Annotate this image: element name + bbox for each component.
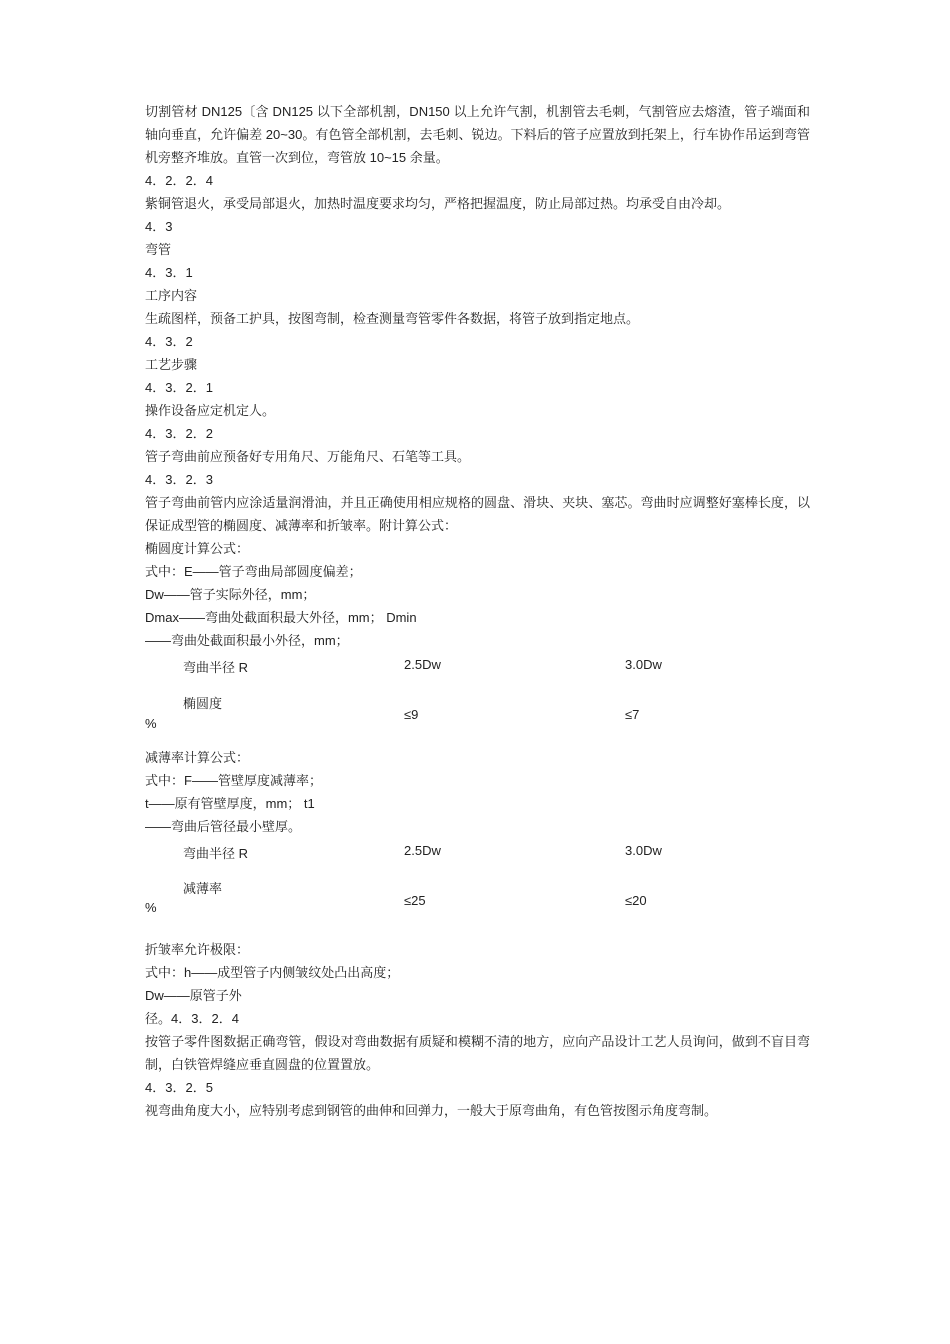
thinning-table-header-25dw: 2.5Dw — [404, 843, 441, 858]
section-number-43: 4．3 — [145, 219, 173, 234]
thinning-table-row-unit: % — [145, 900, 157, 915]
thinning-table-value-30dw: ≤20 — [625, 893, 647, 908]
thinning-table — [145, 838, 810, 938]
section-number-4325: 4．3．2．5 — [145, 1080, 213, 1095]
ovality-table-header-25dw: 2.5Dw — [404, 657, 441, 672]
thinning-table-header-radius: 弯曲半径 R — [183, 846, 249, 861]
ovality-table-header-radius: 弯曲半径 R — [183, 660, 249, 675]
ovality-table-row-unit: % — [145, 716, 157, 731]
paragraph-process-content: 生疏图样，预备工护具，按图弯制，检查测量弯管零件各数据，将管子放到指定地点。 — [145, 311, 640, 326]
section-number-432: 4．3．2 — [145, 334, 193, 349]
where-f: 式中：F——管壁厚度减薄率； — [145, 773, 322, 788]
wrinkle-limit-title: 折皱率允许极限： — [145, 942, 250, 957]
ovality-table-value-30dw: ≤7 — [625, 707, 640, 722]
where-e: 式中：E——管子弯曲局部圆度偏差； — [145, 564, 362, 579]
where-dw: Dw——管子实际外径，mm； — [145, 587, 316, 602]
section-number-431: 4．3．1 — [145, 265, 193, 280]
section-number-4323: 4．3．2．3 — [145, 472, 213, 487]
where-h: 式中：h——成型管子内侧皱纹处凸出高度； — [145, 965, 400, 980]
where-t: t——原有管壁厚度，mm； t1 — [145, 796, 315, 811]
thinning-table-value-25dw: ≤25 — [404, 893, 426, 908]
paragraph-springback: 视弯曲角度大小，应特别考虑到钢管的曲伸和回弹力，一般大于原弯曲角，有色管按图示角度弯制。 — [145, 1103, 718, 1118]
ovality-table — [145, 652, 810, 746]
where-dw-original-cont: 径。4．3．2．4 — [145, 1011, 239, 1026]
where-t1: ——弯曲后管径最小壁厚。 — [145, 819, 302, 834]
thinning-formula-title: 减薄率计算公式： — [145, 750, 250, 765]
ovality-table-value-25dw: ≤9 — [404, 707, 419, 722]
where-dw-original: Dw——原管子外 — [145, 988, 242, 1003]
document-page — [145, 100, 810, 1122]
where-dmax: Dmax——弯曲处截面积最大外径，mm； Dmin — [145, 610, 417, 625]
section-title-process-content: 工序内容 — [145, 288, 198, 303]
paragraph-correct-bending: 按管子零件图数据正确弯管，假设对弯曲数据有质疑和模糊不清的地方，应向产品设计工艺人员询问，做到不盲目弯制，白铁管焊缝应垂直圆盘的位置置放。 — [145, 1034, 810, 1072]
paragraph-copper-annealing: 紫铜管退火，承受局部退火，加热时温度要求均匀，严格把握温度，防止局部过热。均承受自由冷却。 — [145, 196, 731, 211]
thinning-table-header-30dw: 3.0Dw — [625, 843, 662, 858]
section-number-4322: 4．3．2．2 — [145, 426, 213, 441]
paragraph-pipe-cutting: 切割管材 DN125〔含 DN125 以下全部机割，DN150 以上允许气割，机割管去毛刺，气割管应去熔渣，管子端面和轴向垂直，允许偏差 20~30。有色管全部机割，去毛刺、锐边。下料后的管子应置放到托架上，行车协作吊运到弯管机旁整齐堆放。直管一次到位，弯管放 10~15 余量。 — [145, 104, 810, 165]
ovality-table-header-30dw: 3.0Dw — [625, 657, 662, 672]
section-title-process-steps: 工艺步骤 — [145, 357, 198, 372]
paragraph-lubrication: 管子弯曲前管内应涂适量润滑油，并且正确使用相应规格的圆盘、滑块、夹块、塞芯。弯曲时应调整好塞棒长度，以保证成型管的椭圆度、减薄率和折皱率。附计算公式： — [145, 495, 810, 533]
paragraph-tools: 管子弯曲前应预备好专用角尺、万能角尺、石笔等工具。 — [145, 449, 471, 464]
ovality-table-row-label: 椭圆度 — [183, 696, 223, 711]
section-title-bending: 弯管 — [145, 242, 172, 257]
section-number-4321: 4．3．2．1 — [145, 380, 213, 395]
where-dmin: ——弯曲处截面积最小外径，mm； — [145, 633, 349, 648]
thinning-table-row-label: 减薄率 — [183, 881, 223, 896]
paragraph-operator: 操作设备应定机定人。 — [145, 403, 276, 418]
ovality-formula-title: 椭圆度计算公式： — [145, 541, 250, 556]
section-number-4224: 4．2．2．4 — [145, 173, 213, 188]
